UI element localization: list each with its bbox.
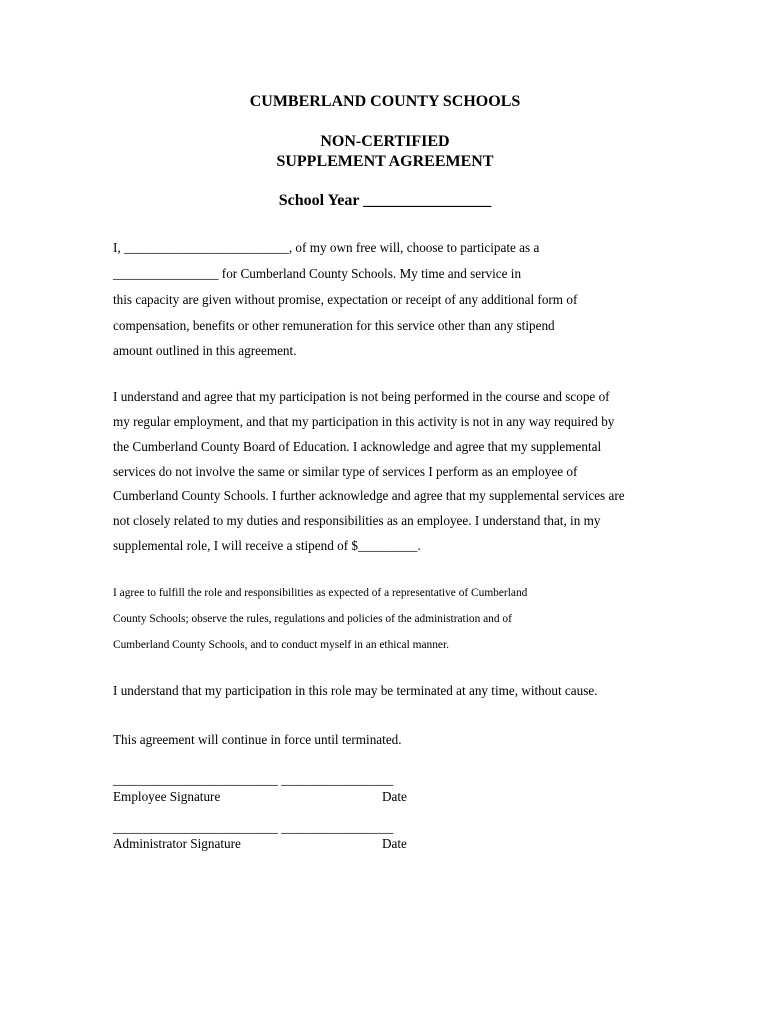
employee-signature-label: Employee Signature <box>113 789 221 804</box>
title-line-2: SUPPLEMENT AGREEMENT <box>276 153 494 170</box>
paragraph-1-line-3: this capacity are given without promise, expectation or receipt of any additional form of <box>113 292 578 307</box>
paragraph-2-line-7: supplemental role, I will receive a stipend of $_________. <box>113 538 421 553</box>
paragraph-1-line-2: ________________ for Cumberland County Schools. My time and service in <box>113 266 522 281</box>
paragraph-2-line-5: Cumberland County Schools. I further acknowledge and agree that my supplemental services are <box>113 488 625 503</box>
administrator-date-label: Date <box>382 836 407 851</box>
organization-heading: CUMBERLAND COUNTY SCHOOLS <box>249 93 521 110</box>
administrator-signature-label: Administrator Signature <box>113 836 241 851</box>
employee-signature-line[interactable]: _________________________ _________________ <box>113 772 394 787</box>
paragraph-2-line-4: services do not involve the same or similar type of services I perform as an employee of <box>113 464 578 479</box>
termination-statement: I understand that my participation in this role may be terminated at any time, without cause. <box>113 683 598 698</box>
administrator-signature-line[interactable]: _________________________ _________________ <box>113 820 394 835</box>
title-line-1: NON-CERTIFIED <box>320 133 450 150</box>
paragraph-2-line-6: not closely related to my duties and responsibilities as an employee. I understand that, in my <box>113 513 601 528</box>
paragraph-3-line-1: I agree to fulfill the role and responsibilities as expected of a representative of Cumberland <box>113 587 528 599</box>
employee-date-label: Date <box>382 789 407 804</box>
paragraph-3-line-2: County Schools; observe the rules, regulations and policies of the administration and of <box>113 613 512 625</box>
paragraph-1-line-5: amount outlined in this agreement. <box>113 343 297 358</box>
paragraph-1-line-1: I, _________________________, of my own free will, choose to participate as a <box>113 240 540 255</box>
paragraph-2-line-3: the Cumberland County Board of Education. I acknowledge and agree that my supplemental <box>113 439 602 454</box>
paragraph-3-line-3: Cumberland County Schools, and to conduct myself in an ethical manner. <box>113 639 449 651</box>
paragraph-2-line-1: I understand and agree that my participation is not being performed in the course and scope of <box>113 389 610 404</box>
school-year-field: School Year ________________ <box>278 192 492 209</box>
paragraph-1-line-4: compensation, benefits or other remuneration for this service other than any stipend <box>113 318 555 333</box>
paragraph-2-line-2: my regular employment, and that my participation in this activity is not in any way required by <box>113 414 615 429</box>
continuation-statement: This agreement will continue in force until terminated. <box>113 732 402 747</box>
